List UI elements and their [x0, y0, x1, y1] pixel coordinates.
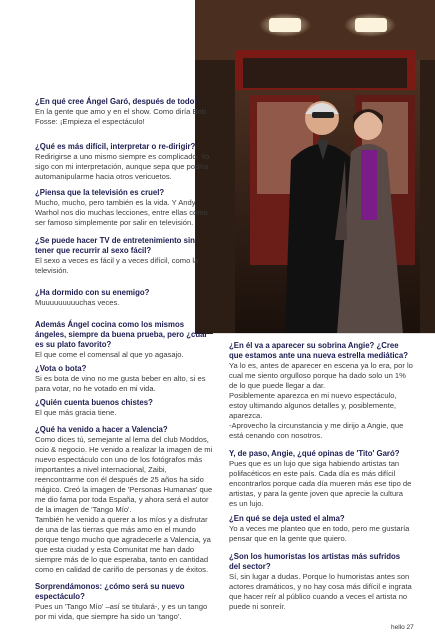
answer: Si es bota de vino no me gusta beber en alto, si es para votar, no he votado en mi vida.	[35, 374, 206, 393]
qa-block	[229, 552, 413, 612]
qa-block	[229, 514, 413, 544]
page-folio: hello 27	[391, 624, 414, 631]
interview-photo	[195, 0, 435, 334]
question: ¿En qué se deja usted el alma?	[229, 514, 345, 523]
qa-block	[35, 142, 213, 182]
qa-block	[229, 449, 413, 509]
qa-block	[35, 425, 213, 575]
qa-block	[229, 341, 413, 441]
question: Además Ángel cocina como los mismos ángeles, siempre da buena prueba, pero ¿cuál es su plato favorito?	[35, 320, 207, 349]
photo-illustration	[195, 0, 435, 334]
qa-block	[35, 320, 213, 360]
qa-block	[35, 188, 213, 228]
qa-block	[35, 398, 213, 418]
divider-line	[213, 333, 435, 334]
answer: Ya lo es, antes de aparecer en escena ya lo era, por lo cual me siento orgulloso porque ha dado solo un 1% de lo que puede llegar a dar. Posiblemente aparezca en mi nuevo espectáculo, estoy ultimando algunos detalles y, posiblemente, aparezca. -Aprovecho la circunstancia y me dirijo a Angie, que está cenando con nosotros.	[229, 361, 413, 440]
qa-block	[35, 97, 213, 127]
qa-block	[35, 288, 213, 308]
question: ¿En él va a aparecer su sobrina Angie? ¿Cree que estamos ante una nueva estrella mediática?	[229, 341, 408, 360]
answer: Como dices tú, semejante al lema del club Moddos, ocio & negocio. He venido a realizar la imagen de mi nuevo espectáculo con uno de los fotógrafos más importantes a nivel internacional, Zaibi, reencontrarme con él después de 25 años ha sido mágico. Creó la imagen de 'Personas Humanas' que me dio fama por toda España, y ahora será el autor de la imagen de 'Tango Mío'. También he venido a querer a los míos y a disfrutar de una de las tierras que más amo en el mundo porque tengo mucho que agradecerle a Valencia, ya que esta ciudad y esta Comunitat me han dado siempre más de lo que esperaba, tanto en cantidad como en calidad de cariño de personas y de éxitos.	[35, 435, 213, 574]
qa-block	[35, 236, 213, 276]
question: ¿Se puede hacer TV de entretenimiento sin tener que recurrir al sexo fácil?	[35, 236, 195, 255]
question: ¿Vota o bota?	[35, 364, 87, 373]
question: ¿Qué es más difícil, interpretar o re-dirigir?	[35, 142, 196, 151]
answer: Pues un 'Tango Mío' –así se titulará-, y es un tango por mi vida, que siempre ha sido un 'tango'.	[35, 602, 208, 621]
question: ¿Son los humoristas los artistas más sufridos del sector?	[229, 552, 401, 571]
answer: Sí, sin lugar a dudas. Porque lo humoristas antes son actores dramáticos, y no hay cosa más difícil e ingrata que hacer reír al público cuando a veces el artista no puede ni sonreír.	[229, 572, 412, 611]
answer: En la gente que amo y en el show. Como diría Bob Fosse: ¡Empieza el espectáculo!	[35, 107, 206, 126]
question: ¿Ha dormido con su enemigo?	[35, 288, 150, 297]
question: Y, de paso, Angie, ¿qué opinas de 'Tito' Garó?	[229, 449, 400, 458]
answer: Yo a veces me planteo que en todo, pero me gustaría pensar que en la gente que quiero.	[229, 524, 410, 543]
question: ¿Quién cuenta buenos chistes?	[35, 398, 153, 407]
answer: Muuuuuuuuuchas veces.	[35, 298, 120, 307]
answer: Mucho, mucho, pero también es la vida. Y Andy Warhol nos dio muchas lecciones, entre ellas cómo ser famoso simplemente por salir en televisión.	[35, 198, 208, 227]
question: ¿Piensa que la televisión es cruel?	[35, 188, 165, 197]
qa-block	[35, 364, 213, 394]
answer: Pues que es un lujo que siga habiendo artistas tan polifacéticos en este país. Cada día es más difícil encontrarlos porque cada día mueren más ese tipo de artistas, y para la gente joven que aprecie la cultura es un lujo.	[229, 459, 412, 508]
question: ¿Qué ha venido a hacer a Valencia?	[35, 425, 168, 434]
answer: El que come el comensal al que yo agasajo.	[35, 350, 184, 359]
qa-block	[35, 582, 213, 622]
question: ¿En qué cree Ángel Garó, después de todo?	[35, 97, 200, 106]
answer: El que más gracia tiene.	[35, 408, 117, 417]
answer: El sexo a veces es fácil y a veces difícil, como la televisión.	[35, 256, 199, 275]
answer: Redirigirse a uno mismo siempre es complicado. Yo sigo con mi interpretación, aunque sepa que podría automanipularme hacia otros vericuetos.	[35, 152, 210, 181]
question: Sorprendámonos: ¿cómo será su nuevo espectáculo?	[35, 582, 185, 601]
